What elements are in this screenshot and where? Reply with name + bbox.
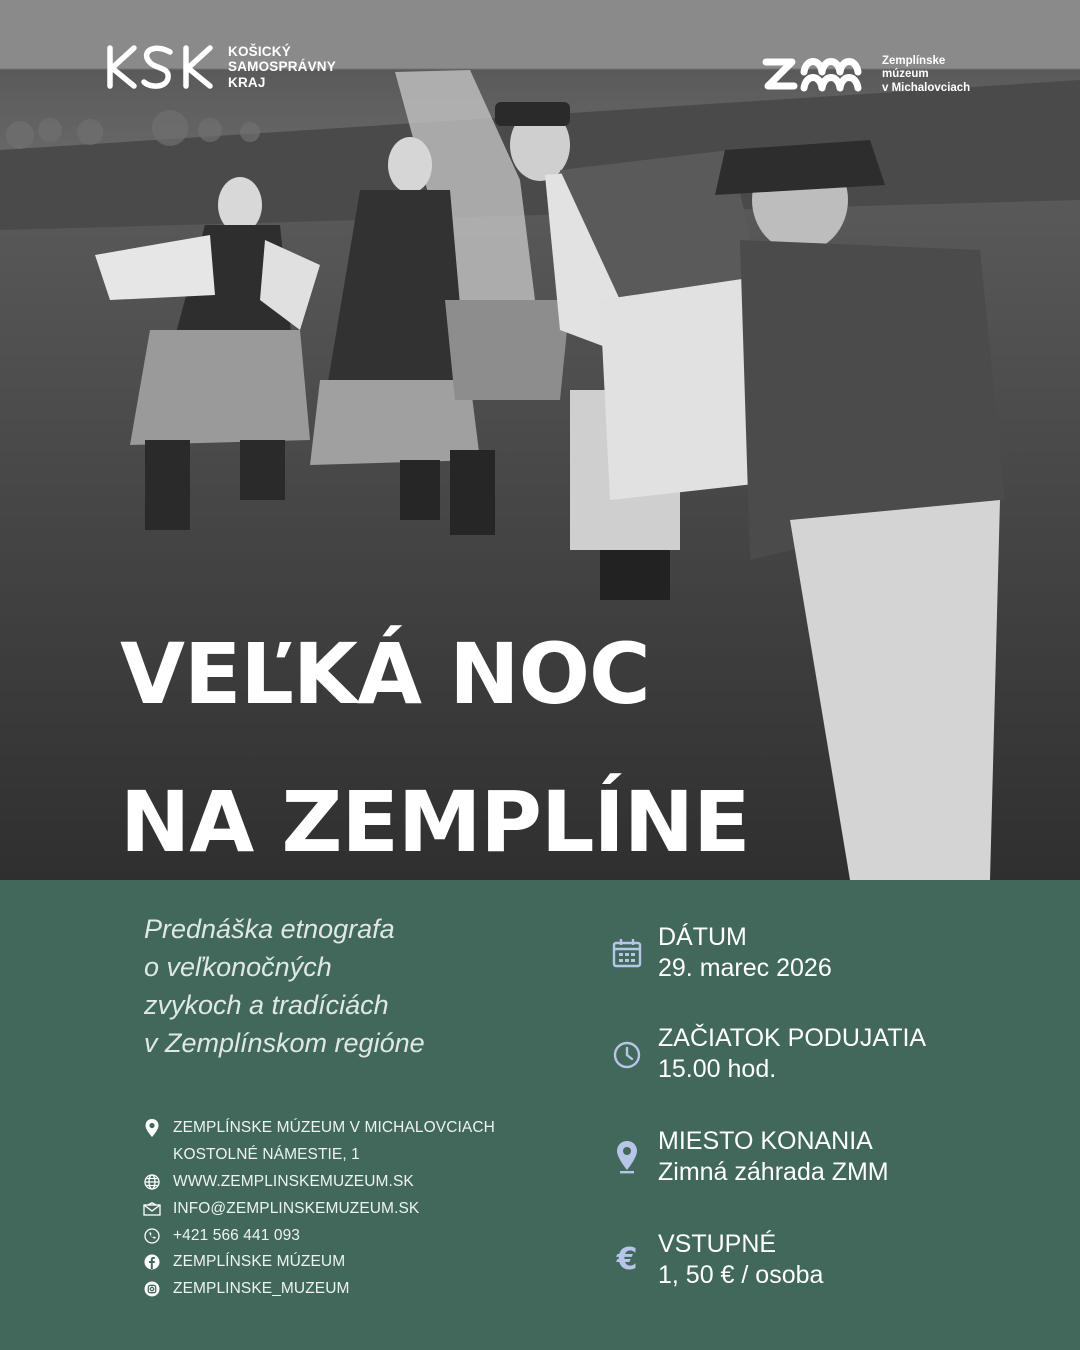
clock-icon [610, 1038, 644, 1072]
description-line: Prednáška etnografa [144, 914, 395, 944]
info-value: 15.00 hod. [658, 1055, 777, 1083]
contact-text[interactable]: +421 566 441 093 [173, 1226, 301, 1244]
event-description [144, 910, 544, 1062]
ksk-logo-text [228, 44, 336, 91]
info-label: DÁTUM [658, 923, 747, 951]
ksk-logo-line: KOŠICKÝ [228, 43, 291, 59]
info-label: VSTUPNÉ [658, 1230, 777, 1258]
email-icon [142, 1199, 162, 1219]
contact-facebook[interactable] [142, 1249, 495, 1276]
contact-website[interactable] [142, 1169, 495, 1196]
contact-text[interactable]: INFO@ZEMPLINSKEMUZEUM.SK [173, 1199, 420, 1217]
contact-text[interactable]: ZEMPLINSKE_MUZEUM [173, 1280, 350, 1298]
euro-icon: € [616, 1241, 638, 1277]
zmm-logo-line: múzeum [882, 68, 929, 81]
contact-address-street [142, 1142, 495, 1169]
ksk-logo-icon [106, 42, 218, 92]
contact-text[interactable]: ZEMPLÍNSKE MÚZEUM [173, 1253, 346, 1271]
contact-text: KOSTOLNÉ NÁMESTIE, 1 [173, 1146, 360, 1164]
info-value: 1, 50 € / osoba [658, 1261, 824, 1289]
contact-text[interactable]: WWW.ZEMPLINSKEMUZEUM.SK [173, 1172, 414, 1190]
description-line: o veľkonočných [144, 952, 332, 982]
description-line: zvykoch a tradíciách [144, 990, 389, 1020]
ksk-logo-line: KRAJ [228, 74, 266, 90]
event-title-line: NA ZEMPLÍNE [120, 773, 750, 871]
ksk-logo-line: SAMOSPRÁVNY [228, 59, 336, 75]
info-label: MIESTO KONANIA [658, 1127, 873, 1155]
info-value: 29. marec 2026 [658, 954, 832, 982]
zmm-logo [762, 50, 970, 100]
zmm-logo-line: Zemplínske [882, 54, 946, 67]
zmm-logo-line: v Michalovciach [882, 81, 971, 94]
contact-email[interactable] [142, 1195, 495, 1222]
contact-instagram[interactable] [142, 1276, 495, 1303]
zmm-logo-icon [762, 50, 872, 100]
event-title-line: VEĽKÁ NOC [120, 625, 650, 723]
contact-text: ZEMPLÍNSKE MÚZEUM V MICHALOVCIACH [173, 1119, 495, 1137]
info-value: Zimná záhrada ZMM [658, 1158, 889, 1186]
globe-icon [142, 1172, 162, 1192]
info-label: ZAČIATOK PODUJATIA [658, 1024, 927, 1052]
ksk-logo [106, 42, 336, 92]
event-title [120, 600, 749, 880]
description-line: v Zemplínskom regióne [144, 1028, 425, 1058]
contact-list [142, 1115, 495, 1303]
zmm-logo-text [882, 55, 970, 96]
facebook-icon [142, 1252, 162, 1272]
phone-icon [142, 1226, 162, 1246]
contact-phone[interactable] [142, 1222, 495, 1249]
location-pin-icon [142, 1118, 162, 1138]
instagram-icon [142, 1279, 162, 1299]
map-pin-icon [610, 1140, 644, 1174]
contact-address [142, 1115, 495, 1142]
calendar-icon [610, 936, 644, 970]
